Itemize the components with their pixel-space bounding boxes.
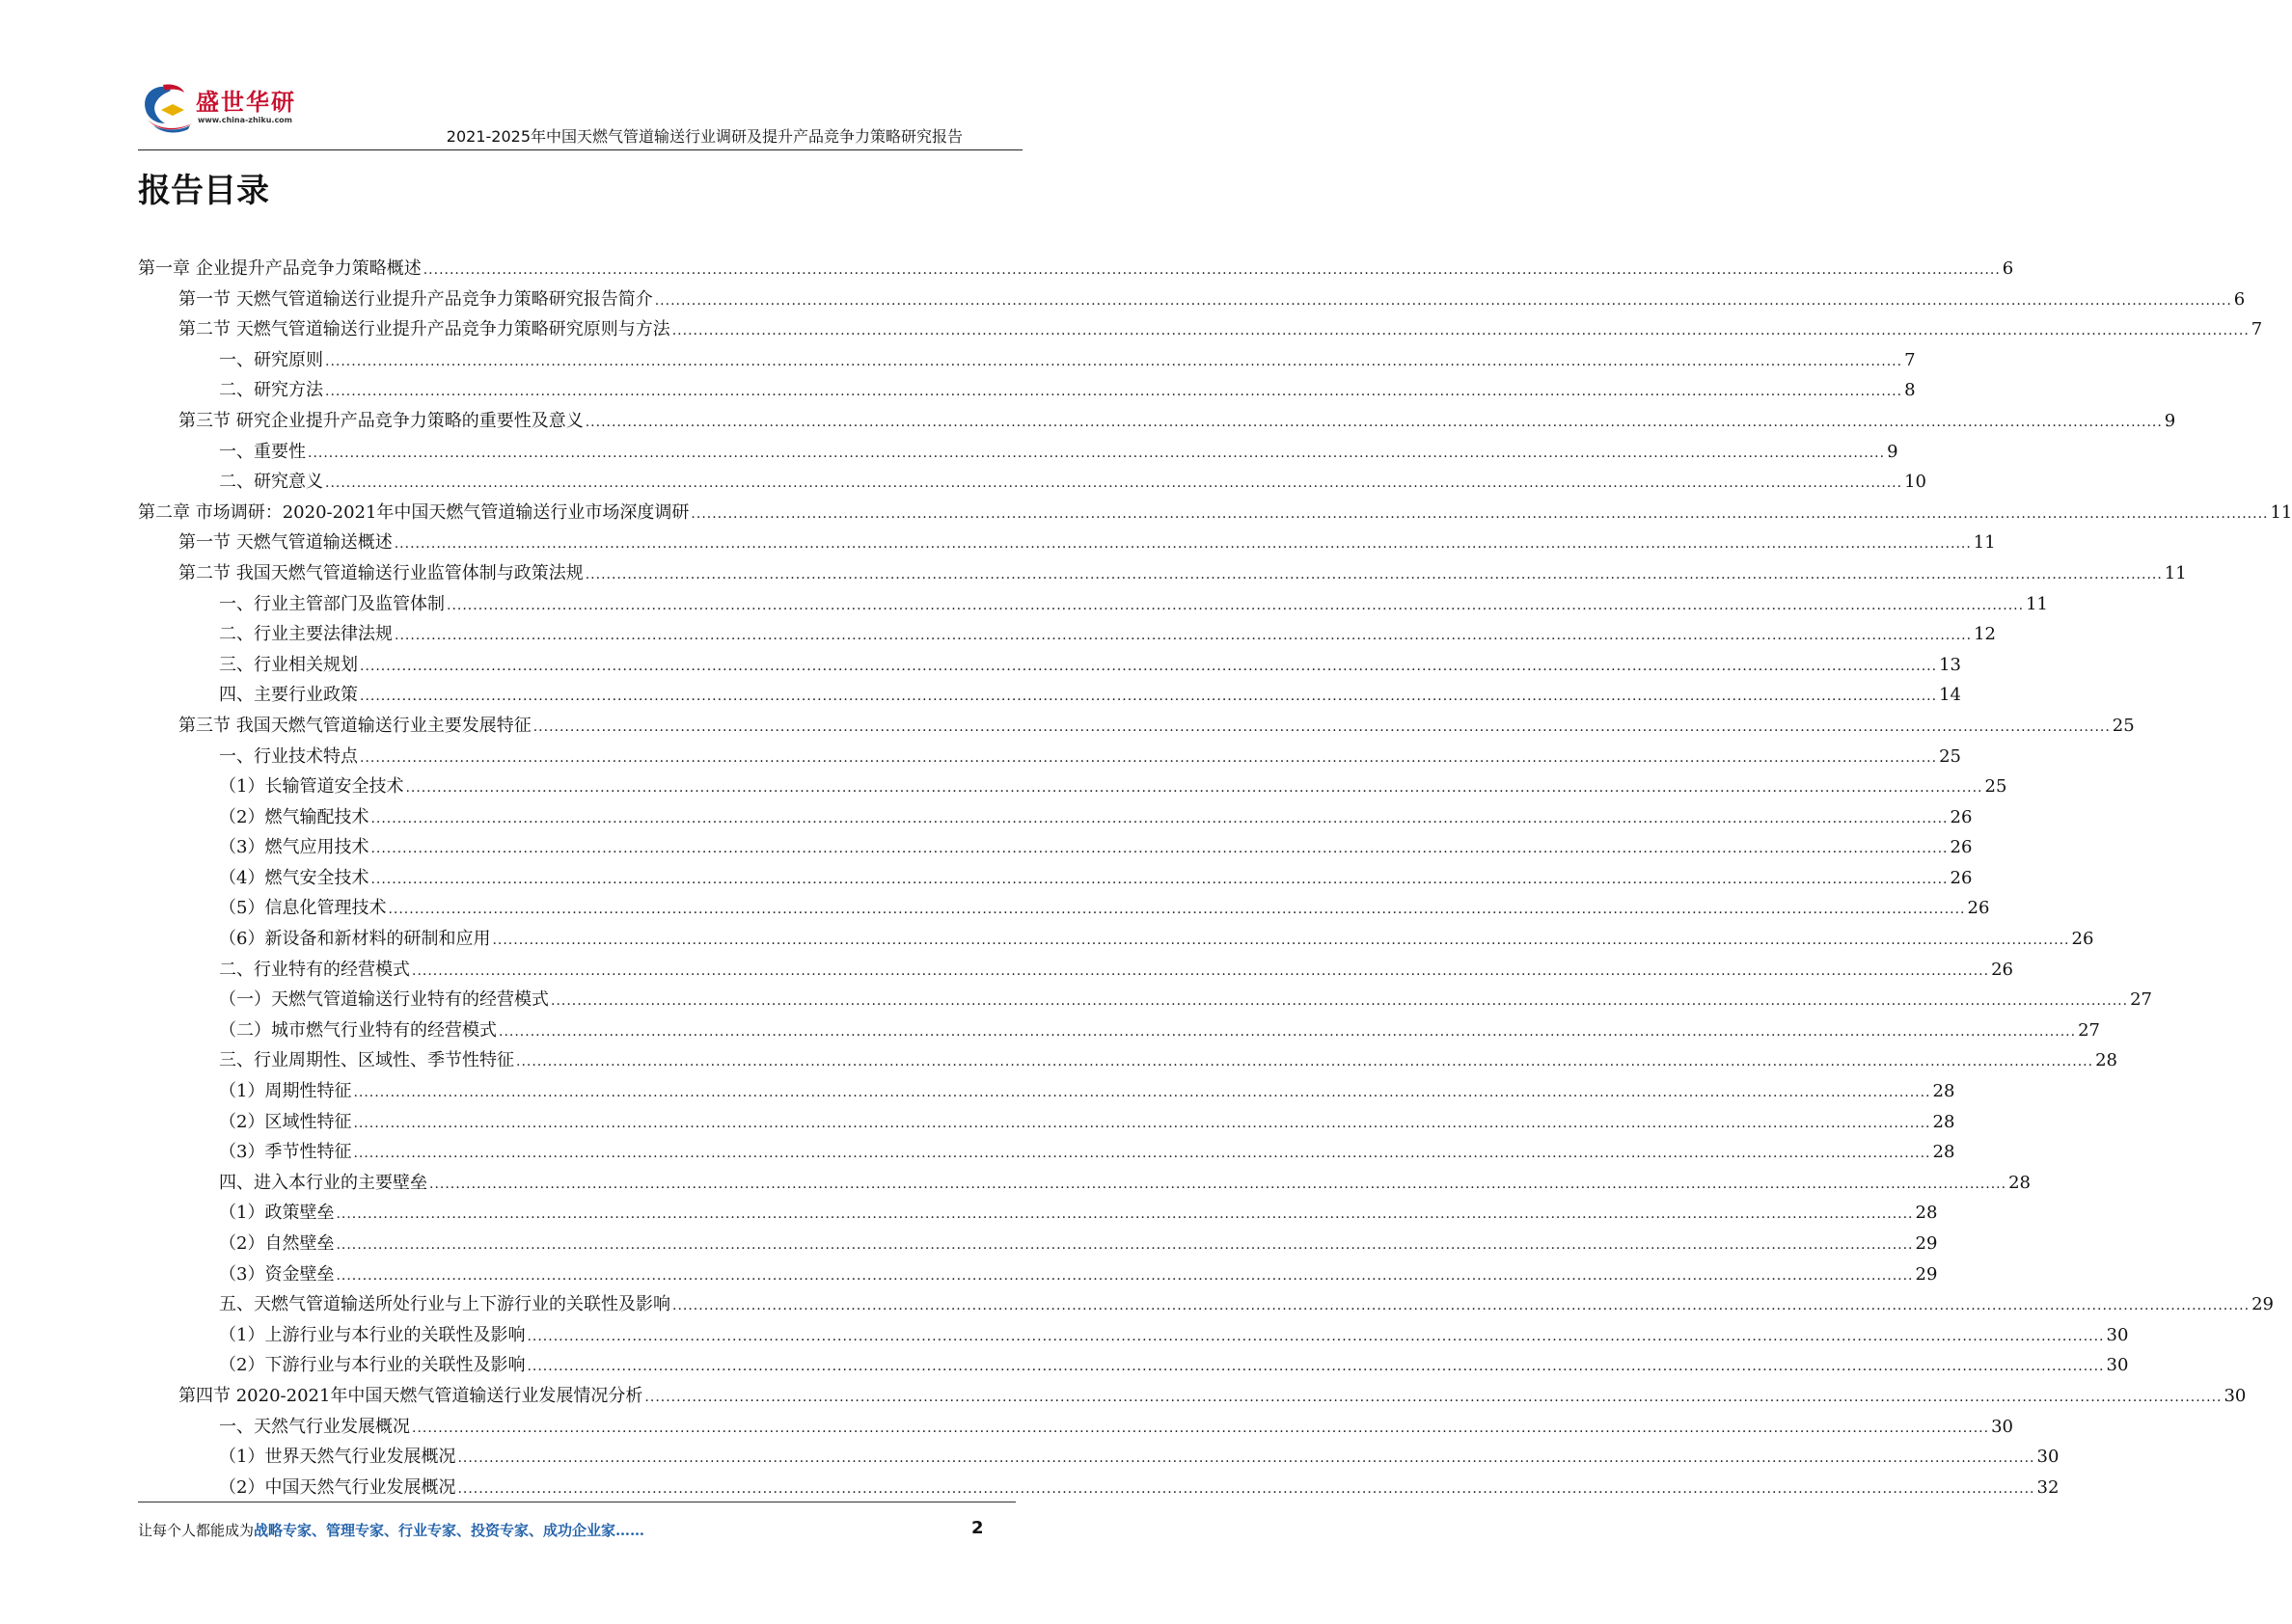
toc-entry[interactable] [138, 467, 1926, 498]
toc-entry-page: 9 [2164, 410, 2176, 431]
toc-entry-label: 二、研究方法 [219, 380, 323, 401]
toc-entry[interactable] [138, 345, 1916, 376]
toc-dot-leader: ............................................................................................................................................................................................................................................................................................................ [370, 810, 1949, 826]
toc-entry-label: （2）下游行业与本行业的关联性及影响 [219, 1355, 526, 1376]
toc-entry[interactable] [138, 1229, 1938, 1259]
toc-entry-label: （4）燃气安全技术 [219, 867, 369, 888]
toc-entry-label: 三、行业周期性、区域性、季节性特征 [219, 1050, 514, 1071]
toc-dot-leader: ............................................................................................................................................................................................................................................................................................................ [325, 384, 1903, 400]
toc-entry-page: 28 [1915, 1203, 1938, 1224]
toc-entry-label: 第三节 我国天燃气管道输送行业主要发展特征 [178, 715, 532, 736]
toc-entry-page: 11 [2270, 501, 2292, 523]
toc-entry[interactable] [138, 1442, 2060, 1473]
toc-entry-label: 五、天燃气管道输送所处行业与上下游行业的关联性及影响 [219, 1294, 670, 1315]
toc-entry-label: 四、主要行业政策 [219, 685, 358, 706]
toc-entry-page: 25 [1939, 745, 1961, 767]
toc-dot-leader: ............................................................................................................................................................................................................................................................................................................ [412, 1420, 1990, 1436]
toc-entry-page: 28 [1932, 1111, 1955, 1132]
toc-entry[interactable] [138, 711, 2135, 742]
toc-entry-page: 30 [2224, 1385, 2247, 1406]
toc-entry-page: 26 [1950, 867, 1973, 888]
toc-dot-leader: ............................................................................................................................................................................................................................................................................................................ [527, 1359, 2105, 1375]
page-title: 报告目录 [138, 172, 269, 210]
toc-entry[interactable] [138, 1015, 2100, 1046]
toc-dot-leader: ............................................................................................................................................................................................................................................................................................................ [412, 962, 1990, 979]
toc-entry-label: （1）长输管道安全技术 [219, 776, 404, 798]
toc-entry[interactable] [138, 742, 1961, 772]
page-number: 2 [971, 1518, 984, 1538]
footer-slogan [138, 1520, 644, 1540]
toc-dot-leader: ............................................................................................................................................................................................................................................................................................................ [457, 1450, 2035, 1467]
toc-entry[interactable] [138, 832, 1973, 863]
logo-name: 盛世华研 [196, 89, 296, 116]
company-logo [138, 79, 302, 139]
toc-entry-label: 四、进入本行业的主要壁垒 [219, 1172, 427, 1193]
logo-swirl-icon [138, 81, 198, 135]
toc-entry-page: 14 [1939, 685, 1961, 706]
toc-dot-leader: ............................................................................................................................................................................................................................................................................................................ [336, 1206, 1914, 1223]
toc-entry-page: 11 [1973, 532, 1996, 554]
toc-entry-label: 三、行业相关规划 [219, 654, 358, 675]
toc-dot-leader: ............................................................................................................................................................................................................................................................................................................ [353, 1115, 1931, 1131]
toc-entry-page: 27 [2078, 1019, 2100, 1041]
toc-entry-page: 26 [1950, 806, 1973, 827]
toc-entry-label: （3）燃气应用技术 [219, 837, 369, 858]
toc-entry-page: 28 [1932, 1142, 1955, 1163]
toc-entry-page: 27 [2130, 989, 2152, 1011]
toc-entry[interactable] [138, 528, 1996, 558]
toc-entry[interactable] [138, 955, 2013, 986]
toc-dot-leader: ............................................................................................................................................................................................................................................................................................................ [353, 1146, 1931, 1162]
toc-entry-label: （1）上游行业与本行业的关联性及影响 [219, 1324, 526, 1345]
toc-entry-page: 28 [1932, 1081, 1955, 1102]
toc-entry[interactable] [138, 589, 2048, 620]
header-divider [138, 149, 1023, 150]
toc-dot-leader: ............................................................................................................................................................................................................................................................................................................ [585, 566, 2163, 582]
toc-entry[interactable] [138, 498, 2292, 528]
toc-dot-leader: ............................................................................................................................................................................................................................................................................................................ [551, 993, 2129, 1010]
toc-entry-label: 第四节 2020-2021年中国天燃气管道输送行业发展情况分析 [178, 1385, 643, 1406]
toc-entry[interactable] [138, 284, 2246, 315]
toc-entry[interactable] [138, 1137, 1955, 1168]
toc-dot-leader: ............................................................................................................................................................................................................................................................................................................ [672, 1298, 2251, 1314]
toc-dot-leader: ............................................................................................................................................................................................................................................................................................................ [691, 505, 2269, 522]
toc-entry-page: 30 [2036, 1447, 2060, 1468]
toc-dot-leader: ............................................................................................................................................................................................................................................................................................................ [360, 658, 1938, 674]
toc-entry[interactable] [138, 1412, 2013, 1443]
toc-entry-page: 7 [1904, 349, 1916, 370]
toc-entry[interactable] [138, 771, 2007, 802]
slogan-emphasis: 战略专家、管理专家、行业专家、投资专家、成功企业家…… [254, 1522, 645, 1539]
toc-entry-label: 第二章 市场调研：2020-2021年中国天燃气管道输送行业市场深度调研 [138, 501, 690, 523]
toc-entry[interactable] [138, 802, 1973, 833]
toc-entry-label: （3）资金壁垒 [219, 1263, 335, 1285]
toc-entry-label: （1）周期性特征 [219, 1081, 352, 1102]
toc-entry[interactable] [138, 375, 1916, 406]
toc-entry-label: 一、行业主管部门及监管体制 [219, 593, 445, 614]
toc-dot-leader: ............................................................................................................................................................................................................................................................................................................ [325, 353, 1903, 369]
toc-dot-leader: ............................................................................................................................................................................................................................................................................................................ [360, 749, 1938, 766]
toc-entry-label: （3）季节性特征 [219, 1142, 352, 1163]
toc-entry-label: （2）中国天然气行业发展概况 [219, 1476, 456, 1498]
toc-entry-label: （2）燃气输配技术 [219, 806, 369, 827]
toc-entry[interactable] [138, 1381, 2247, 1412]
toc-entry-label: 一、重要性 [219, 441, 306, 462]
toc-dot-leader: ............................................................................................................................................................................................................................................................................................................ [644, 1389, 2223, 1405]
toc-entry[interactable] [138, 1289, 2274, 1320]
toc-entry[interactable] [138, 1198, 1938, 1229]
toc-entry-label: （二）城市燃气行业特有的经营模式 [219, 1019, 497, 1041]
toc-entry[interactable] [138, 406, 2176, 437]
toc-dot-leader: ............................................................................................................................................................................................................................................................................................................ [671, 323, 2250, 339]
toc-entry-label: （1）政策壁垒 [219, 1203, 335, 1224]
toc-dot-leader: ............................................................................................................................................................................................................................................................................................................ [360, 689, 1938, 705]
toc-dot-leader: ............................................................................................................................................................................................................................................................................................................ [336, 1267, 1914, 1284]
toc-dot-leader: ............................................................................................................................................................................................................................................................................................................ [429, 1176, 2007, 1192]
toc-dot-leader: ............................................................................................................................................................................................................................................................................................................ [405, 780, 1983, 797]
toc-dot-leader: ............................................................................................................................................................................................................................................................................................................ [394, 536, 1972, 553]
toc-entry-label: 第一节 天燃气管道输送概述 [178, 532, 393, 554]
toc-entry-label: 一、研究原则 [219, 349, 323, 370]
toc-entry[interactable] [138, 985, 2152, 1015]
toc-entry-label: （2）自然壁垒 [219, 1233, 335, 1254]
toc-entry-page: 26 [2071, 929, 2094, 950]
toc-entry[interactable] [138, 1045, 2117, 1076]
toc-entry-label: 二、行业主要法律法规 [219, 624, 393, 645]
toc-entry-page: 10 [1904, 472, 1926, 493]
toc-entry[interactable] [138, 1350, 2129, 1381]
toc-entry-label: 第三节 研究企业提升产品竞争力策略的重要性及意义 [178, 410, 584, 431]
toc-entry-page: 30 [2106, 1355, 2129, 1376]
page-header [138, 79, 1023, 151]
toc-dot-leader: ............................................................................................................................................................................................................................................................................................................ [447, 597, 2025, 613]
toc-dot-leader: ............................................................................................................................................................................................................................................................................................................ [527, 1328, 2105, 1344]
toc-entry-label: 一、天然气行业发展概况 [219, 1416, 410, 1437]
toc-dot-leader: ............................................................................................................................................................................................................................................................................................................ [336, 1237, 1914, 1253]
toc-dot-leader: ............................................................................................................................................................................................................................................................................................................ [492, 933, 2070, 949]
toc-entry-page: 6 [2002, 258, 2014, 279]
toc-entry-page: 11 [2164, 562, 2187, 583]
toc-entry-page: 7 [2251, 319, 2263, 340]
toc-entry[interactable] [138, 650, 1961, 681]
toc-entry-page: 29 [1915, 1263, 1938, 1285]
toc-entry-page: 25 [2112, 715, 2135, 736]
toc-entry[interactable] [138, 924, 2094, 955]
toc-entry-page: 12 [1974, 624, 1996, 645]
toc-entry[interactable] [138, 314, 2263, 345]
toc-entry-page: 30 [2106, 1324, 2129, 1345]
toc-dot-leader: ............................................................................................................................................................................................................................................................................................................ [654, 292, 2232, 309]
toc-dot-leader: ............................................................................................................................................................................................................................................................................................................ [532, 718, 2111, 735]
toc-entry[interactable] [138, 254, 2014, 284]
toc-entry-page: 32 [2036, 1476, 2060, 1498]
toc-entry[interactable] [138, 863, 1973, 894]
toc-dot-leader: ............................................................................................................................................................................................................................................................................................................ [370, 841, 1949, 857]
toc-entry-label: 第一节 天燃气管道输送行业提升产品竞争力策略研究报告简介 [178, 288, 653, 310]
toc-dot-leader: ............................................................................................................................................................................................................................................................................................................ [516, 1054, 2094, 1070]
toc-entry-label: （一）天燃气管道输送行业特有的经营模式 [219, 989, 549, 1011]
toc-entry[interactable] [138, 437, 1898, 468]
toc-entry-label: 第二节 我国天燃气管道输送行业监管体制与政策法规 [178, 562, 584, 583]
toc-entry[interactable] [138, 893, 1990, 924]
toc-entry-label: 二、行业特有的经营模式 [219, 959, 410, 980]
toc-dot-leader: ............................................................................................................................................................................................................................................................................................................ [395, 628, 1973, 644]
toc-entry-page: 29 [1915, 1233, 1938, 1254]
toc-entry[interactable] [138, 619, 1996, 650]
toc-entry-label: 一、行业技术特点 [219, 745, 358, 767]
toc-entry-page: 28 [2095, 1050, 2117, 1071]
toc-entry-page: 8 [1904, 380, 1916, 401]
table-of-contents [138, 254, 2292, 1502]
toc-dot-leader: ............................................................................................................................................................................................................................................................................................................ [457, 1480, 2035, 1497]
toc-entry-page: 11 [2026, 593, 2048, 614]
toc-entry-page: 26 [1950, 837, 1973, 858]
toc-entry-label: 第一章 企业提升产品竞争力策略概述 [138, 258, 422, 279]
toc-dot-leader: ............................................................................................................................................................................................................................................................................................................ [325, 475, 1903, 492]
toc-entry-page: 26 [1967, 898, 1990, 919]
toc-entry[interactable] [138, 1320, 2129, 1351]
toc-entry-page: 29 [2251, 1294, 2274, 1315]
toc-entry-page: 30 [1991, 1416, 2013, 1437]
toc-entry-label: （2）区域性特征 [219, 1111, 352, 1132]
toc-entry-label: （6）新设备和新材料的研制和应用 [219, 929, 491, 950]
report-title: 2021-2025年中国天燃气管道输送行业调研及提升产品竞争力策略研究报告 [446, 127, 963, 146]
toc-dot-leader: ............................................................................................................................................................................................................................................................................................................ [308, 445, 1886, 461]
toc-entry-label: （1）世界天然气行业发展概况 [219, 1447, 456, 1468]
toc-entry-page: 9 [1887, 441, 1898, 462]
slogan-prefix: 让每个人都能成为 [138, 1522, 255, 1539]
toc-entry-page: 13 [1939, 654, 1961, 675]
toc-entry[interactable] [138, 1473, 2060, 1503]
toc-dot-leader: ............................................................................................................................................................................................................................................................................................................ [499, 1023, 2077, 1040]
toc-entry[interactable] [138, 1259, 1938, 1290]
toc-entry[interactable] [138, 1168, 2031, 1199]
logo-url: www.china-zhiku.com [198, 116, 293, 124]
toc-entry-label: （5）信息化管理技术 [219, 898, 387, 919]
toc-entry[interactable] [138, 1076, 1955, 1107]
toc-entry[interactable] [138, 1107, 1955, 1138]
toc-entry-label: 二、研究意义 [219, 472, 323, 493]
toc-dot-leader: ............................................................................................................................................................................................................................................................................................................ [388, 902, 1966, 918]
toc-dot-leader: ............................................................................................................................................................................................................................................................................................................ [423, 262, 2001, 278]
toc-entry-page: 6 [2233, 288, 2246, 310]
toc-dot-leader: ............................................................................................................................................................................................................................................................................................................ [353, 1085, 1931, 1101]
toc-entry[interactable] [138, 558, 2187, 589]
toc-dot-leader: ............................................................................................................................................................................................................................................................................................................ [585, 414, 2163, 430]
toc-entry-page: 28 [2008, 1172, 2031, 1193]
toc-entry-label: 第二节 天燃气管道输送行业提升产品竞争力策略研究原则与方法 [178, 319, 670, 340]
toc-entry-page: 26 [1991, 959, 2013, 980]
toc-entry[interactable] [138, 680, 1961, 711]
toc-entry-page: 25 [1984, 776, 2007, 798]
toc-dot-leader: ............................................................................................................................................................................................................................................................................................................ [370, 871, 1949, 887]
